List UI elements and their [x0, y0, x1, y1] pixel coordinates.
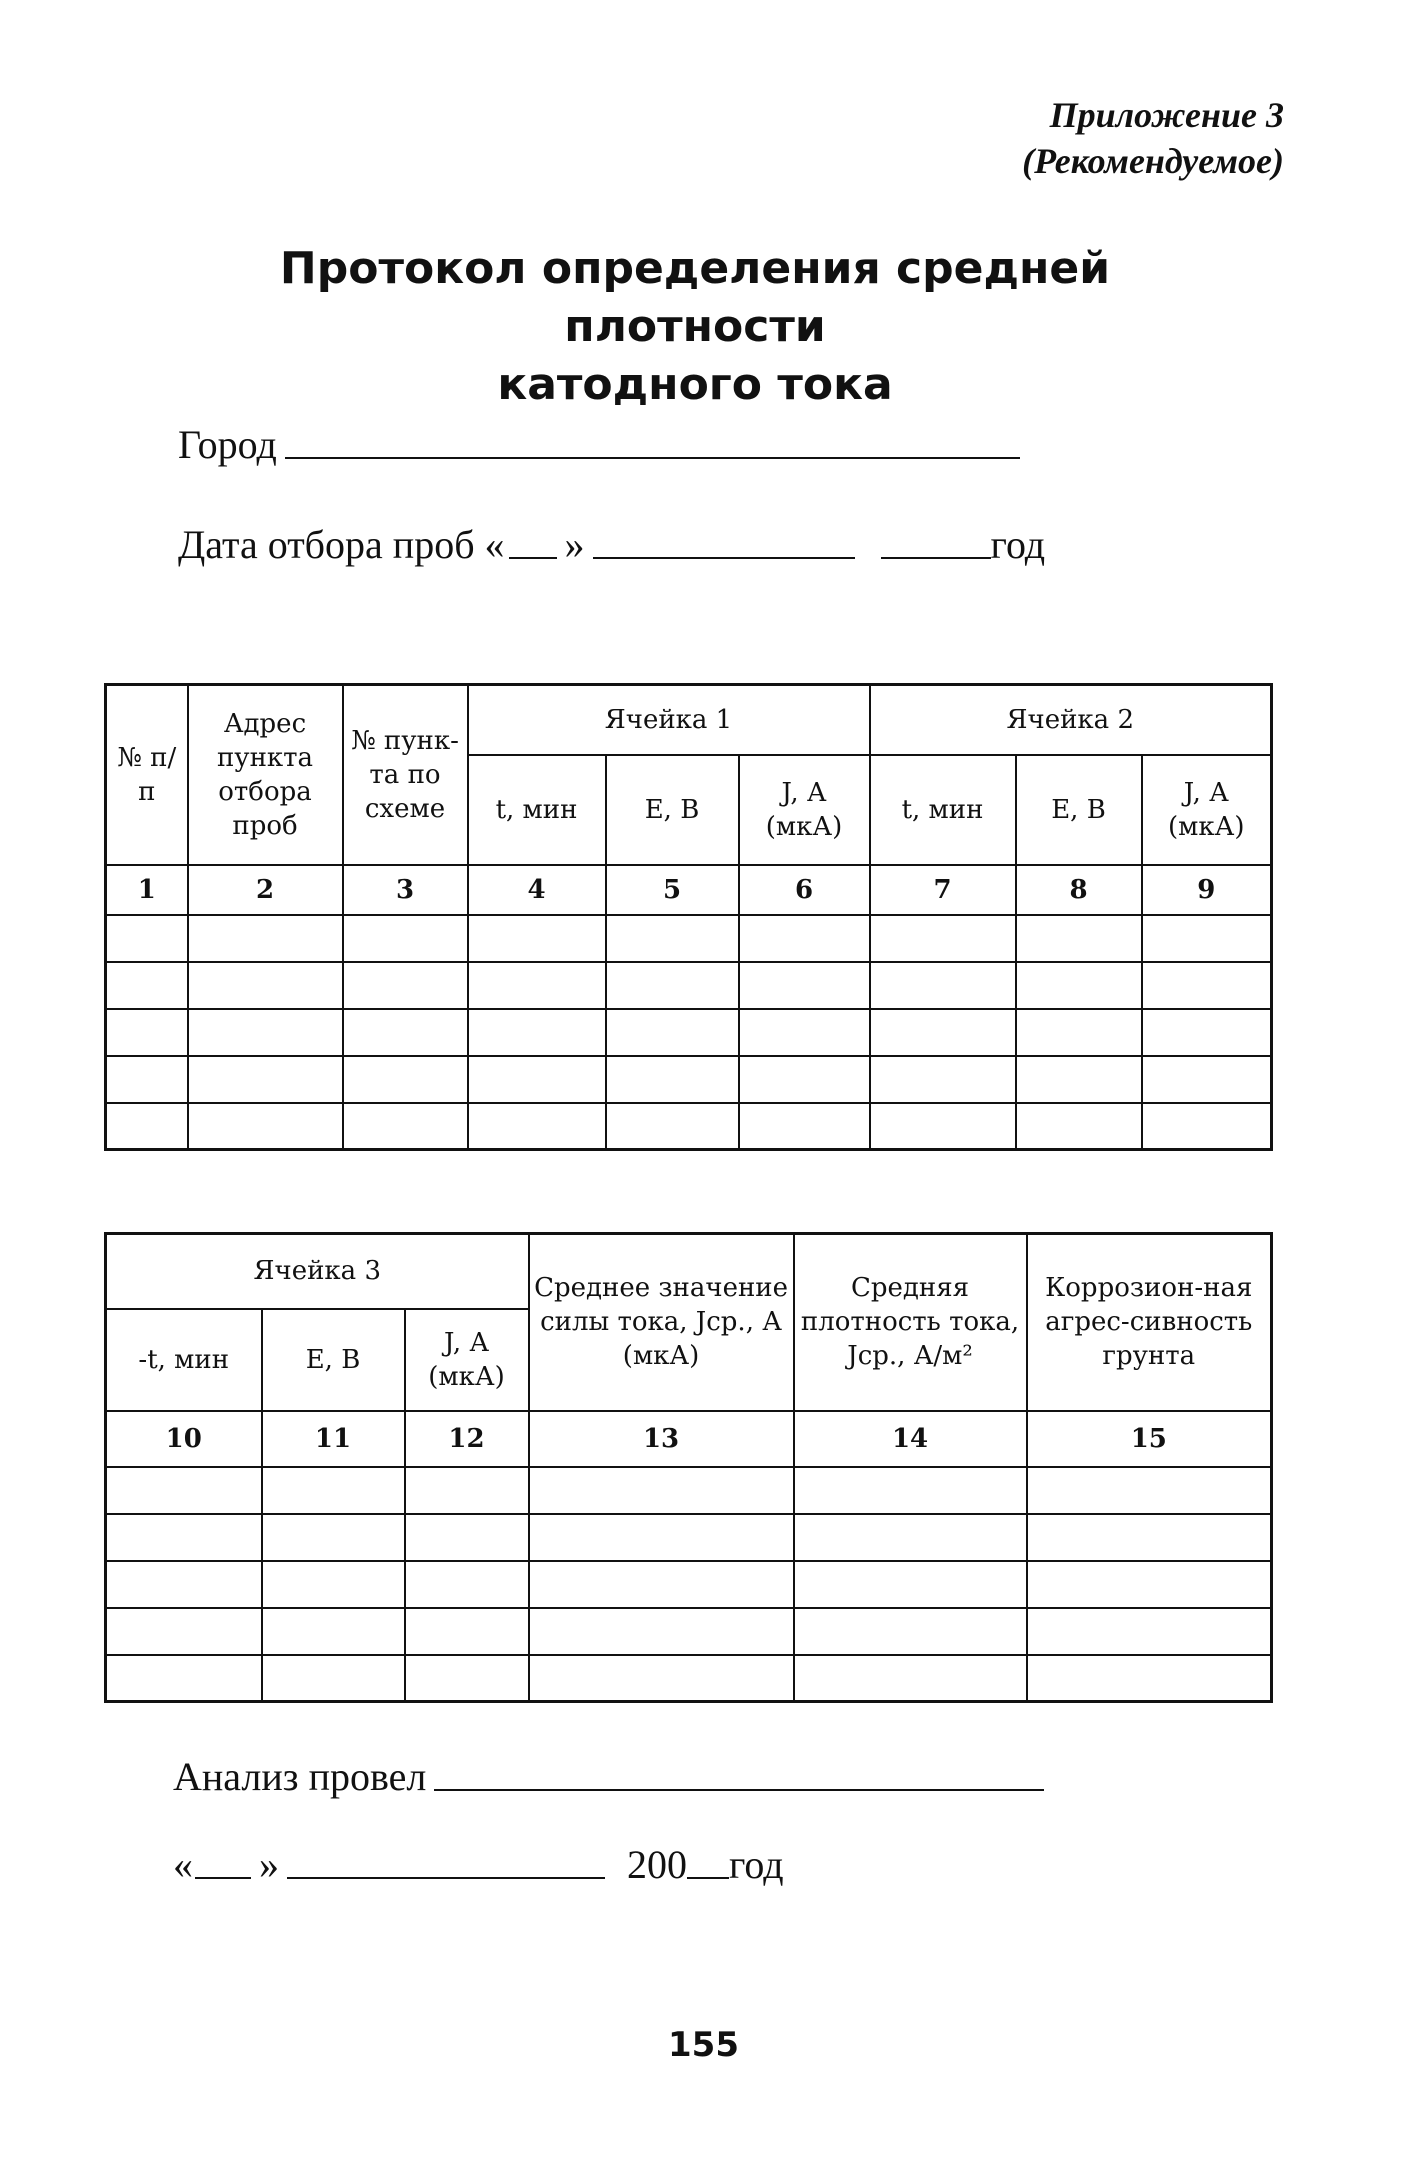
title-line2: катодного тока	[497, 359, 893, 410]
empty-cell[interactable]	[106, 1056, 188, 1103]
empty-cell[interactable]	[1016, 1056, 1142, 1103]
empty-cell[interactable]	[106, 1103, 188, 1150]
city-field	[178, 418, 1020, 468]
empty-cell[interactable]	[468, 1103, 606, 1150]
empty-cell[interactable]	[343, 962, 468, 1009]
empty-cell[interactable]	[106, 1009, 188, 1056]
measurement-table-1	[104, 683, 1273, 1151]
column-number: 15	[1027, 1411, 1272, 1467]
sign-day-blank-line[interactable]	[195, 1876, 251, 1879]
table-row	[106, 1561, 1272, 1608]
table-row	[106, 1514, 1272, 1561]
empty-cell[interactable]	[1016, 915, 1142, 962]
date-label: Дата отбора проб «	[178, 522, 505, 567]
empty-cell[interactable]	[794, 1608, 1027, 1655]
analyst-blank-line[interactable]	[434, 1788, 1044, 1791]
empty-cell[interactable]	[343, 915, 468, 962]
empty-cell[interactable]	[794, 1561, 1027, 1608]
table-row	[106, 1608, 1272, 1655]
col-header-avg-density: Средняя плотность тока, Jср., А/м²	[794, 1234, 1027, 1411]
empty-cell[interactable]	[1142, 1009, 1272, 1056]
column-number: 5	[606, 865, 739, 915]
table-row	[106, 1056, 1272, 1103]
table-row	[106, 1467, 1272, 1514]
column-number: 11	[262, 1411, 405, 1467]
empty-cell[interactable]	[468, 1056, 606, 1103]
empty-cell[interactable]	[405, 1561, 529, 1608]
column-number: 13	[529, 1411, 794, 1467]
empty-cell[interactable]	[794, 1655, 1027, 1702]
empty-cell[interactable]	[468, 962, 606, 1009]
sign-quote-close: »	[259, 1842, 279, 1887]
empty-cell[interactable]	[870, 915, 1016, 962]
date-field	[178, 518, 1045, 568]
empty-cell[interactable]	[870, 1103, 1016, 1150]
column-number: 9	[1142, 865, 1272, 915]
empty-cell[interactable]	[1027, 1655, 1272, 1702]
empty-cell[interactable]	[343, 1009, 468, 1056]
year-label: год	[990, 522, 1046, 567]
column-number: 2	[188, 865, 343, 915]
empty-cell[interactable]	[739, 1056, 870, 1103]
subheader-e: E, В	[1016, 755, 1142, 865]
column-number: 3	[343, 865, 468, 915]
empty-cell[interactable]	[1016, 1103, 1142, 1150]
empty-cell[interactable]	[1027, 1467, 1272, 1514]
col-header-avg-current: Среднее значение силы тока, Jср., А (мкА)	[529, 1234, 794, 1411]
empty-cell[interactable]	[106, 1467, 262, 1514]
empty-cell[interactable]	[106, 915, 188, 962]
table-row	[106, 1103, 1272, 1150]
empty-cell[interactable]	[188, 915, 343, 962]
measurement-table-2	[104, 1232, 1273, 1703]
empty-cell[interactable]	[529, 1561, 794, 1608]
empty-cell[interactable]	[262, 1561, 405, 1608]
empty-cell[interactable]	[106, 1561, 262, 1608]
empty-cell[interactable]	[606, 1009, 739, 1056]
column-number: 8	[1016, 865, 1142, 915]
column-number: 4	[468, 865, 606, 915]
empty-cell[interactable]	[262, 1514, 405, 1561]
analyst-field	[173, 1750, 1044, 1800]
appendix-line2: (Рекомендуемое)	[1022, 141, 1284, 181]
empty-cell[interactable]	[188, 962, 343, 1009]
empty-cell[interactable]	[1027, 1561, 1272, 1608]
subheader-j: J, А (мкА)	[739, 755, 870, 865]
city-label: Город	[178, 422, 277, 467]
empty-cell[interactable]	[794, 1514, 1027, 1561]
empty-cell[interactable]	[794, 1467, 1027, 1514]
month-blank-line[interactable]	[593, 556, 855, 559]
empty-cell[interactable]	[870, 1009, 1016, 1056]
day-blank-line[interactable]	[509, 556, 557, 559]
empty-cell[interactable]	[1016, 1009, 1142, 1056]
empty-cell[interactable]	[188, 1009, 343, 1056]
empty-cell[interactable]	[106, 962, 188, 1009]
sign-year-blank-line[interactable]	[687, 1876, 729, 1879]
column-number: 1	[106, 865, 188, 915]
column-number: 6	[739, 865, 870, 915]
empty-cell[interactable]	[343, 1103, 468, 1150]
empty-cell[interactable]	[1027, 1608, 1272, 1655]
empty-cell[interactable]	[1142, 915, 1272, 962]
empty-cell[interactable]	[1027, 1514, 1272, 1561]
title-line1: Протокол определения средней плотности	[279, 243, 1111, 352]
subheader-t: t, мин	[468, 755, 606, 865]
col-header-address: Адрес пункта отбора проб	[188, 685, 343, 865]
sign-month-blank-line[interactable]	[287, 1876, 605, 1879]
col-header-cell3: Ячейка 3	[106, 1234, 529, 1309]
empty-cell[interactable]	[870, 962, 1016, 1009]
subheader-e: E, В	[262, 1309, 405, 1411]
table-row	[106, 1009, 1272, 1056]
empty-cell[interactable]	[405, 1467, 529, 1514]
empty-cell[interactable]	[606, 1056, 739, 1103]
empty-cell[interactable]	[606, 1103, 739, 1150]
subheader-t: t, мин	[870, 755, 1016, 865]
analyst-label: Анализ провел	[173, 1754, 427, 1799]
col-header-point: № пунк-та по схеме	[343, 685, 468, 865]
empty-cell[interactable]	[1142, 1056, 1272, 1103]
empty-cell[interactable]	[739, 1009, 870, 1056]
subheader-e: E, В	[606, 755, 739, 865]
empty-cell[interactable]	[106, 1514, 262, 1561]
city-blank-line[interactable]	[285, 456, 1020, 459]
empty-cell[interactable]	[529, 1514, 794, 1561]
column-number: 10	[106, 1411, 262, 1467]
empty-cell[interactable]	[188, 1103, 343, 1150]
column-number: 7	[870, 865, 1016, 915]
date-quote-close: »	[564, 522, 585, 567]
empty-cell[interactable]	[468, 1009, 606, 1056]
col-header-cell2: Ячейка 2	[870, 685, 1272, 755]
col-header-corrosion: Коррозион-ная агрес-сивность грунта	[1027, 1234, 1272, 1411]
empty-cell[interactable]	[529, 1608, 794, 1655]
column-number: 12	[405, 1411, 529, 1467]
subheader-j: J, А (мкА)	[1142, 755, 1272, 865]
page-number: 155	[668, 2025, 739, 2065]
empty-cell[interactable]	[468, 915, 606, 962]
appendix-line1: Приложение 3	[1049, 95, 1284, 135]
appendix-label	[1022, 92, 1284, 184]
empty-cell[interactable]	[262, 1655, 405, 1702]
empty-cell[interactable]	[1142, 1103, 1272, 1150]
subheader-t: -t, мин	[106, 1309, 262, 1411]
table-row	[106, 915, 1272, 962]
sign-date-field	[173, 1838, 784, 1888]
empty-cell[interactable]	[262, 1467, 405, 1514]
empty-cell[interactable]	[870, 1056, 1016, 1103]
empty-cell[interactable]	[106, 1655, 262, 1702]
subheader-j: J, А (мкА)	[405, 1309, 529, 1411]
empty-cell[interactable]	[529, 1467, 794, 1514]
sign-year-label: год	[729, 1842, 784, 1887]
empty-cell[interactable]	[529, 1655, 794, 1702]
sign-year-prefix: 200	[627, 1842, 687, 1887]
empty-cell[interactable]	[1142, 962, 1272, 1009]
empty-cell[interactable]	[262, 1608, 405, 1655]
empty-cell[interactable]	[405, 1655, 529, 1702]
empty-cell[interactable]	[606, 915, 739, 962]
empty-cell[interactable]	[188, 1056, 343, 1103]
column-number: 14	[794, 1411, 1027, 1467]
year-blank-line[interactable]	[881, 556, 991, 559]
empty-cell[interactable]	[106, 1608, 262, 1655]
empty-cell[interactable]	[606, 962, 739, 1009]
empty-cell[interactable]	[739, 962, 870, 1009]
col-header-cell1: Ячейка 1	[468, 685, 870, 755]
sign-quote-open: «	[173, 1842, 193, 1887]
empty-cell[interactable]	[343, 1056, 468, 1103]
empty-cell[interactable]	[739, 915, 870, 962]
table-row	[106, 962, 1272, 1009]
col-header-no: № п/п	[106, 685, 188, 865]
empty-cell[interactable]	[739, 1103, 870, 1150]
page-title	[150, 240, 1240, 414]
empty-cell[interactable]	[405, 1514, 529, 1561]
empty-cell[interactable]	[405, 1608, 529, 1655]
empty-cell[interactable]	[1016, 962, 1142, 1009]
table-row	[106, 1655, 1272, 1702]
